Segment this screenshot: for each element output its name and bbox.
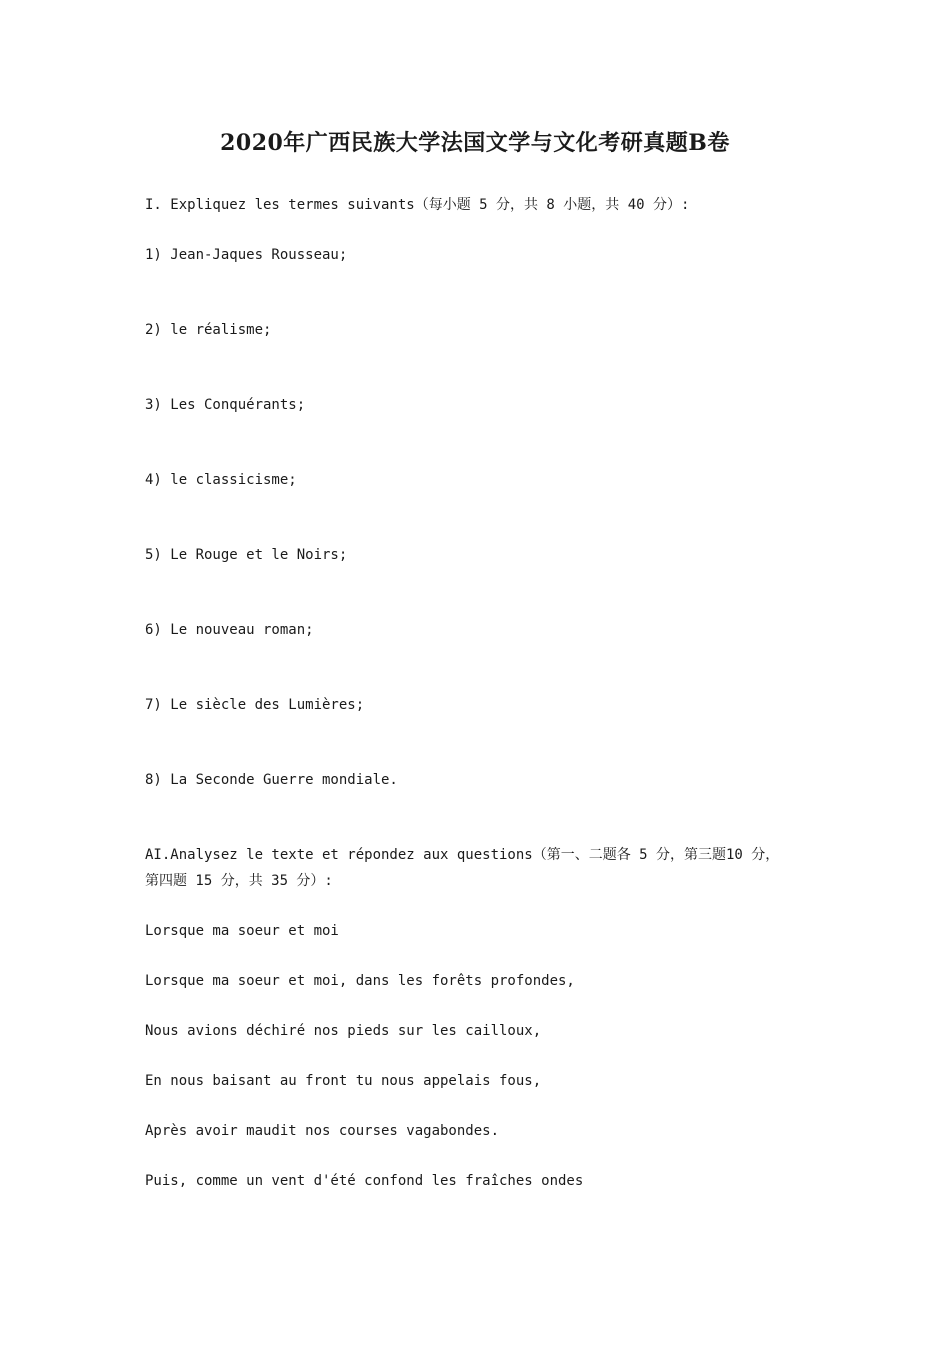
poem-line-3: En nous baisant au front tu nous appelais fous, (145, 1073, 542, 1089)
poem-line-1: Lorsque ma soeur et moi, dans les forêts profondes, (145, 973, 575, 989)
page-title: 2020年广西民族大学法国文学与文化考研真题B卷 (220, 130, 730, 156)
poem-line-4: Après avoir maudit nos courses vagabondes. (145, 1123, 500, 1139)
term-item-6: 6) Le nouveau roman; (145, 622, 314, 638)
poem-line-2: Nous avions déchiré nos pieds sur les cailloux, (145, 1023, 542, 1039)
term-item-8: 8) La Seconde Guerre mondiale. (145, 772, 398, 788)
term-item-7: 7) Le siècle des Lumières; (145, 697, 365, 713)
term-item-1: 1) Jean-Jaques Rousseau; (145, 247, 348, 263)
term-item-5: 5) Le Rouge et le Noirs; (145, 547, 348, 563)
poem-title: Lorsque ma soeur et moi (145, 923, 339, 939)
term-item-4: 4) le classicisme; (145, 472, 297, 488)
section-2-heading: AI.Analysez le texte et répondez aux questions（第一、二题各 5 分，第三题10 分， (145, 847, 780, 863)
section-1-heading: I. Expliquez les termes suivants（每小题 5 分，共 8 小题，共 40 分）: (145, 197, 690, 213)
section-2-heading-continued: 第四题 15 分，共 35 分）: (145, 873, 333, 889)
term-item-3: 3) Les Conquérants; (145, 397, 306, 413)
poem-line-5: Puis, comme un vent d'été confond les fraîches ondes (145, 1173, 584, 1189)
term-item-2: 2) le réalisme; (145, 322, 272, 338)
